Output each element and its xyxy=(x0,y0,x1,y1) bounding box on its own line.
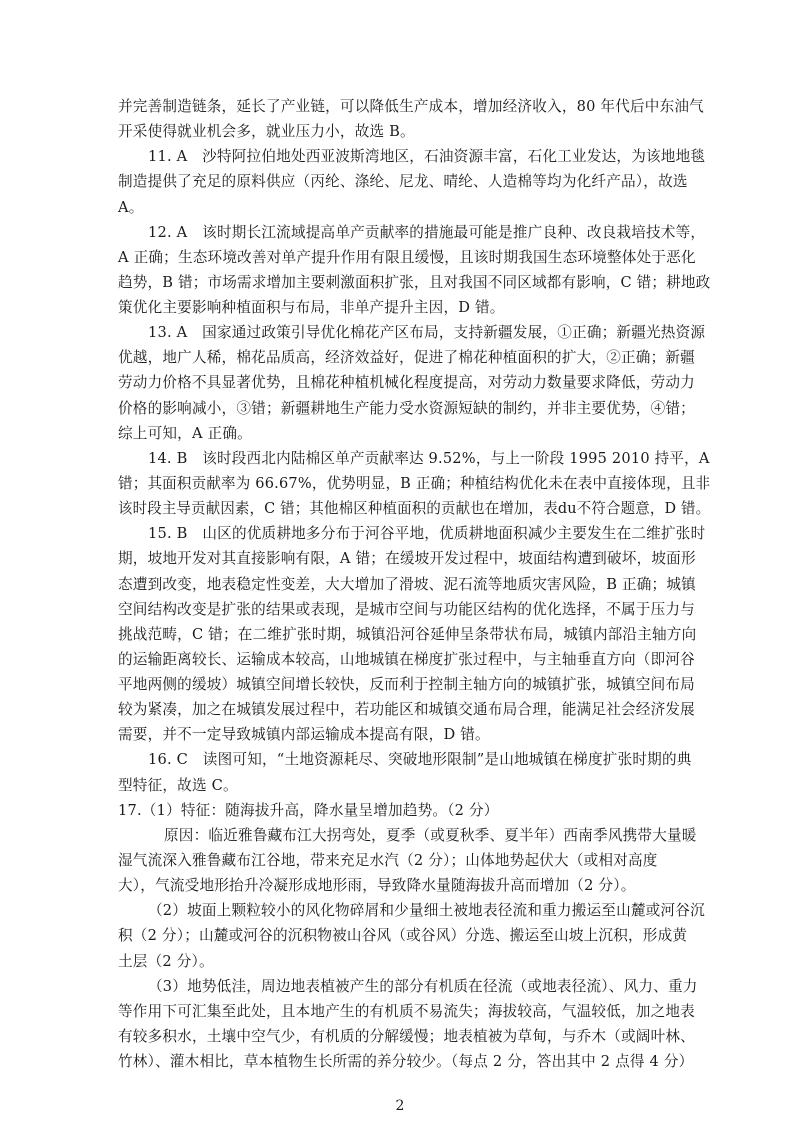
text-line: 劳动力价格不具显著优势，且棉花种植机械化程度提高，对劳动力数量要求降低，劳动力 xyxy=(118,374,695,392)
text-line: A。 xyxy=(118,198,144,216)
text-line: 较为紧凑，加之在城镇发展过程中，若功能区和城镇交通布局合理，能满足社会经济发展 xyxy=(118,701,695,719)
text-line: 原因：临近雅鲁藏布江大拐弯处，夏季（或夏秋季、夏半年）西南季风携带大量暖 xyxy=(164,826,697,844)
text-line: 14. B 该时段西北内陆棉区单产贡献率达 9.52%，与上一阶段 1995 2010 持平，A xyxy=(148,449,710,467)
text-line: 综上可知，A 正确。 xyxy=(118,424,252,442)
text-line: 湿气流深入雅鲁藏布江谷地，带来充足水汽（2 分）；山体地势起伏大（或相对高度 xyxy=(118,851,658,869)
text-line: 错；其面积贡献率为 66.67%，优势明显，B 正确；种植结构优化未在表中直接体现，且非 xyxy=(118,475,711,492)
text-line: 开采使得就业机会多，就业压力小，故选 B。 xyxy=(118,123,415,141)
page-number: 2 xyxy=(395,1098,405,1114)
text-line: 平地两侧的缓坡）城镇空间增长较快，反而利于控制主轴方向的城镇扩张，城镇空间布局 xyxy=(118,676,695,693)
text-line: 态遭到改变，地表稳定性变差，大大增加了滑坡、泥石流等地质灾害风险，B 正确；城镇 xyxy=(118,575,696,593)
text-line: 需要，并不一定导致城镇内部运输成本提高有限，D 错。 xyxy=(118,726,490,744)
text-line: 11. A 沙特阿拉伯地处西亚波斯湾地区，石油资源丰富，石化工业发达，为该地地毯 xyxy=(148,148,706,166)
text-line: （2）坡面上颗粒较小的风化物碎屑和少量细土被地表径流和重力搬运至山麓或河谷沉 xyxy=(148,902,705,920)
text-line: 16. C 读图可知，“土地资源耗尽、突破地形限制”是山地城镇在梯度扩张时期的典 xyxy=(148,751,692,769)
text-line: 价格的影响减小，③错；新疆耕地生产能力受水资源短缺的制约，并非主要优势，④错； xyxy=(118,399,695,417)
text-line: 12. A 该时期长江流域提高单产贡献率的措施最可能是推广良种、改良栽培技术等， xyxy=(148,223,706,241)
text-line: 策优化主要影响种植面积与布局，非单产提升主因，D 错。 xyxy=(118,299,505,317)
text-line: 并完善制造链条，延长了产业链，可以降低生产成本，增加经济收入，80 年代后中东油气 xyxy=(118,98,704,115)
text-line: 型特征，故选 C。 xyxy=(118,776,238,794)
text-line: 优越，地广人稀，棉花品质高，经济效益好，促进了棉花种植面积的扩大，②正确；新疆 xyxy=(118,349,695,367)
text-line: （3）地势低洼，周边地表植被产生的部分有机质在径流（或地表径流）、风力、重力 xyxy=(148,977,698,995)
text-line: 土层（2 分）。 xyxy=(118,952,214,970)
text-line: 大），气流受地形抬升冷凝形成地形雨，导致降水量随海拔升高而增加（2 分）。 xyxy=(118,877,636,895)
text-line: 13. A 国家通过政策引导优化棉花产区布局，支持新疆发展，①正确；新疆光热资源 xyxy=(148,324,706,342)
text-line: 空间结构改变是扩张的结果或表现，是城市空间与功能区结构的优化选择，不属于压力与 xyxy=(118,600,695,618)
text-line: 趋势，B 错；市场需求增加主要刺激面积扩张，且对我国不同区域都有影响，C 错；耕地政 xyxy=(118,273,711,291)
text-line: 15. B 山区的优质耕地多分布于河谷平地，优质耕地面积减少主要发生在二维扩张时 xyxy=(148,525,706,543)
text-line: 等作用下可汇集至此处，且本地产生的有机质不易流失；海拔较高，气温较低，加之地表 xyxy=(118,1002,695,1020)
text-line: 竹林）、灌木相比，草本植物生长所需的养分较少。（每点 2 分，答出其中 2 点得 4 分） xyxy=(118,1053,694,1070)
text-line: 挑战范畴，C 错；在二维扩张时期，城镇沿河谷延伸呈条带状布局，城镇内部沿主轴方向 xyxy=(118,625,697,643)
text-line: 期，坡地开发对其直接影响有限，A 错；在缓坡开发过程中，坡面结构遭到破坏，坡面形 xyxy=(118,550,696,568)
text-line: A 正确；生态环境改善对单产提升作用有限且缓慢，且该时期我国生态环境整体处于恶化 xyxy=(118,248,696,266)
text-line: 17.（1）特征：随海拔升高，降水量呈增加趋势。（2 分） xyxy=(118,801,499,819)
text-line: 有较多积水，土壤中空气少，有机质的分解缓慢；地表植被为草甸，与乔木（或阔叶林、 xyxy=(118,1027,695,1045)
text-line: 该时段主导贡献因素，C 错；其他棉区种植面积的贡献也在增加，表du不符合题意，D 错。 xyxy=(118,500,711,518)
text-line: 制造提供了充足的原料供应（丙纶、涤纶、尼龙、晴纶、人造棉等均为化纤产品），故选 xyxy=(118,173,688,191)
text-line: 的运输距离较长、运输成本较高，山地城镇在梯度扩张过程中，与主轴垂直方向（即河谷 xyxy=(118,650,695,668)
text-line: 积（2 分）；山麓或河谷的沉积物被山谷风（或谷风）分选、搬运至山坡上沉积，形成黄 xyxy=(118,927,688,945)
